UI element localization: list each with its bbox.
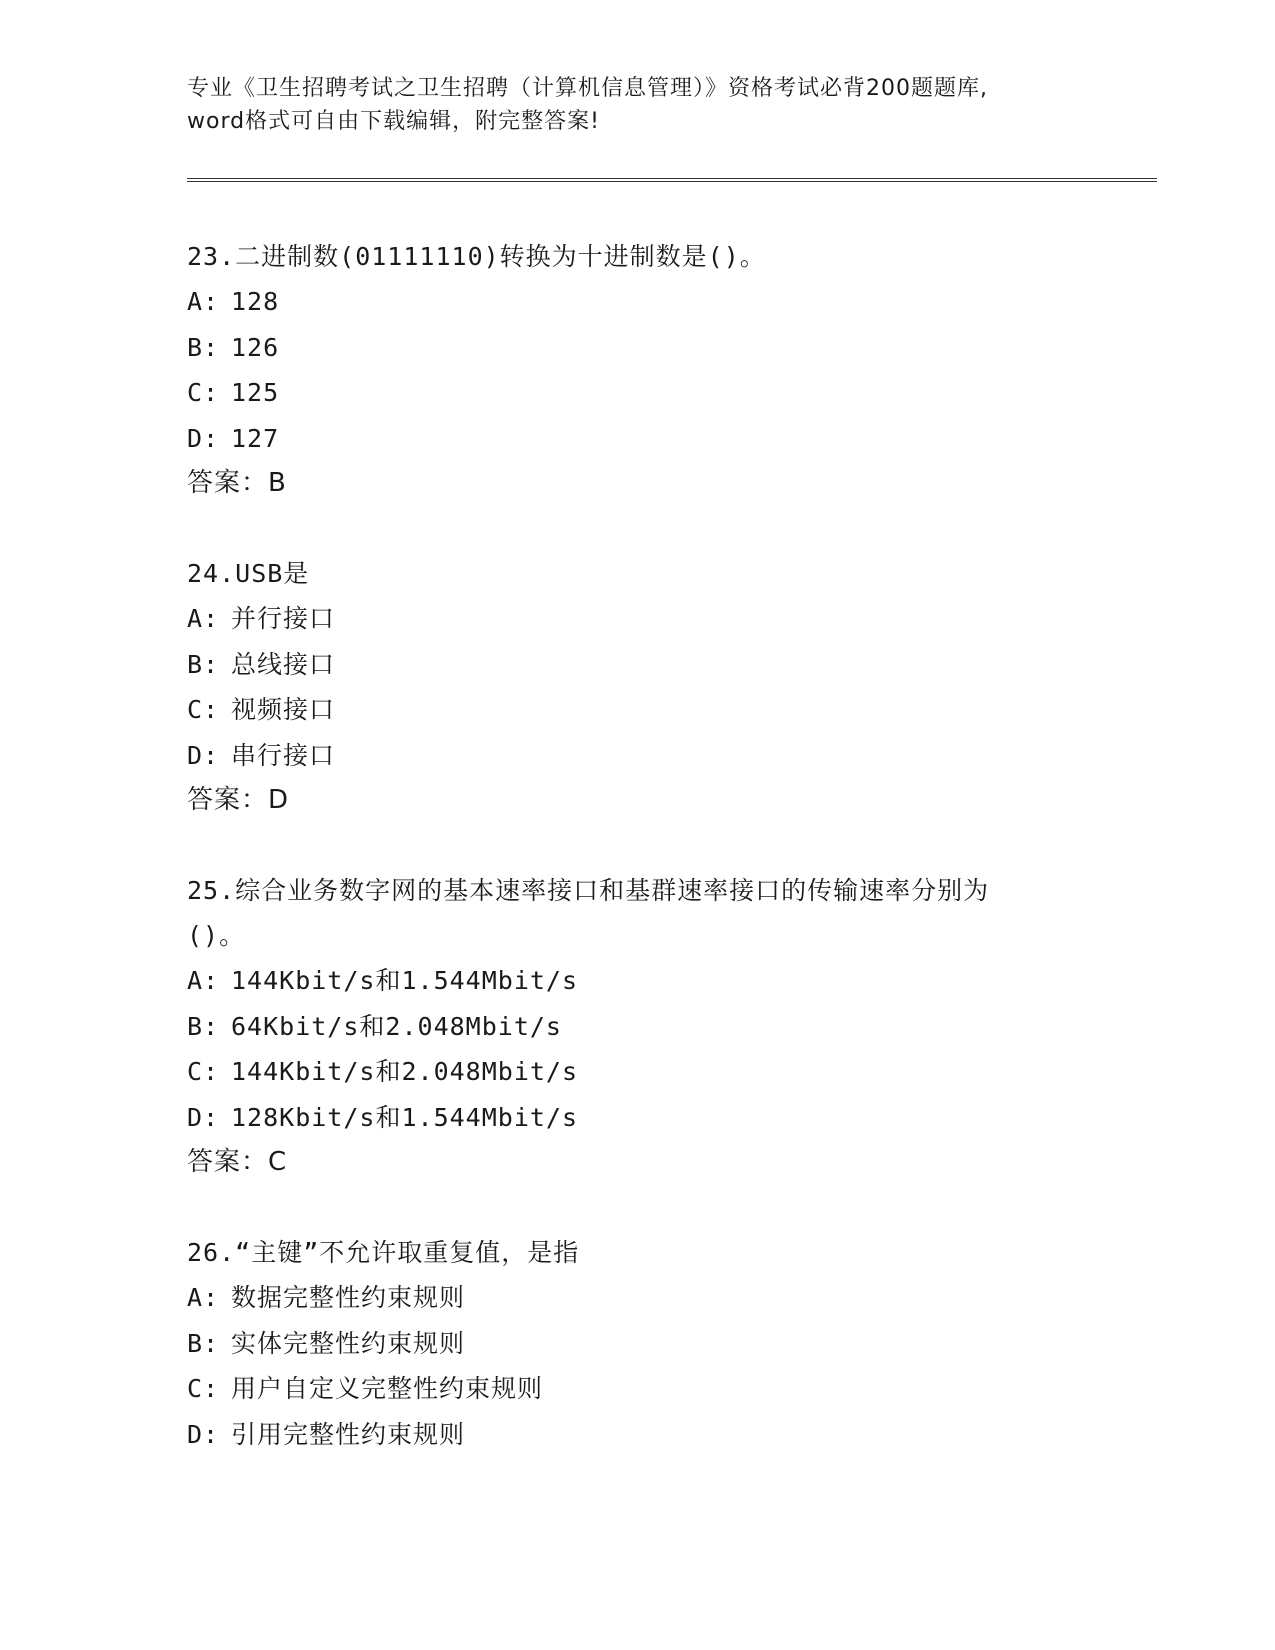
option-c: C: 用户自定义完整性约束规则 [187, 1374, 544, 1403]
header-line-1: 专业《卫生招聘考试之卫生招聘（计算机信息管理）》资格考试必背200题题库, [187, 76, 988, 101]
option-b: B: 126 [187, 332, 280, 362]
option-d: D: 127 [187, 423, 280, 453]
option-d: D: 引用完整性约束规则 [187, 1419, 466, 1449]
question-stem: 23.二进制数(01111110)转换为十进制数是()。 [187, 242, 766, 271]
option-a: A: 数据完整性约束规则 [187, 1283, 466, 1312]
question-list [187, 234, 1157, 1502]
question-stem: 26.“主键”不允许取重复值，是指 [187, 1238, 580, 1267]
question-23 [187, 234, 1157, 506]
option-a: A: 并行接口 [187, 604, 336, 633]
option-d: D: 串行接口 [187, 740, 336, 770]
option-a: A: 144Kbit/s和1.544Mbit/s [187, 966, 579, 995]
option-d: D: 128Kbit/s和1.544Mbit/s [187, 1102, 579, 1132]
option-c: C: 144Kbit/s和2.048Mbit/s [187, 1057, 579, 1086]
option-c: C: 视频接口 [187, 695, 336, 724]
header-divider [187, 178, 1157, 182]
option-b: B: 总线接口 [187, 649, 336, 679]
question-25 [187, 868, 1157, 1185]
document-header [187, 72, 1087, 138]
question-26 [187, 1230, 1157, 1457]
header-line-2: word格式可自由下载编辑，附完整答案! [187, 109, 600, 134]
option-a: A: 128 [187, 287, 280, 316]
option-c: C: 125 [187, 378, 280, 407]
question-stem: 24.USB是 [187, 559, 310, 588]
option-b: B: 实体完整性约束规则 [187, 1328, 466, 1358]
answer-label: 答案：B [187, 468, 287, 498]
answer-label: 答案：C [187, 1147, 288, 1177]
answer-label: 答案：D [187, 785, 290, 815]
option-b: B: 64Kbit/s和2.048Mbit/s [187, 1011, 562, 1041]
question-stem: 25.综合业务数字网的基本速率接口和基群速率接口的传输速率分别为()。 [187, 876, 990, 950]
question-24 [187, 551, 1157, 823]
